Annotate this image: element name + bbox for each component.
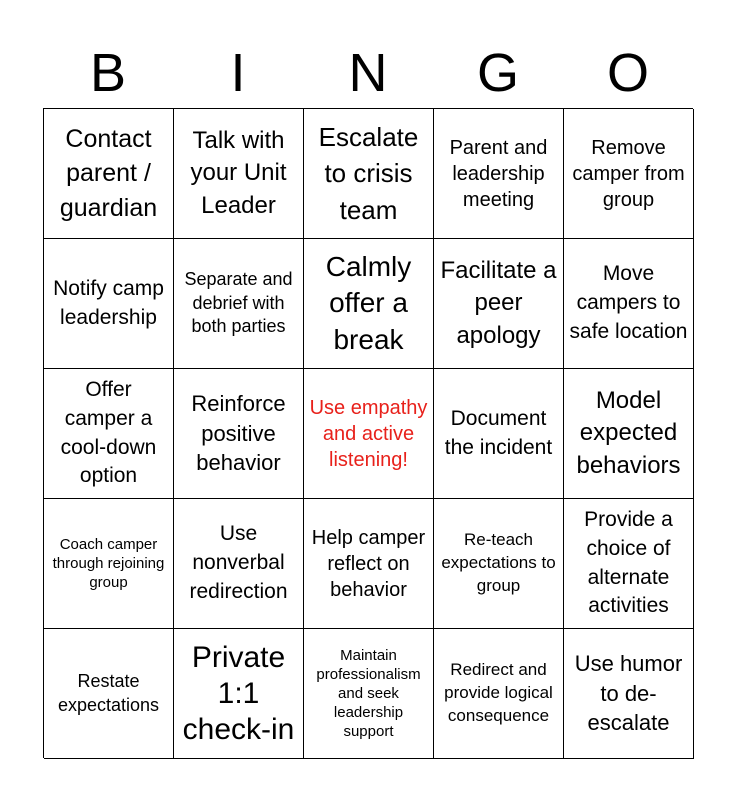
bingo-cell[interactable] [174,629,304,759]
bingo-cell[interactable] [304,499,434,629]
bingo-cell[interactable] [174,369,304,499]
bingo-cell[interactable] [564,239,694,369]
bingo-card-grid [43,108,693,758]
bingo-cell[interactable] [44,109,174,239]
header-letter-i: I [230,43,246,103]
cell-text: Re-teach expectations to group [441,530,556,595]
bingo-cell[interactable] [434,499,564,629]
cell-text: Coach camper through rejoining group [52,535,165,592]
bingo-cell[interactable] [304,109,434,239]
cell-text: Talk with your Unit Leader [190,126,287,219]
cell-text: Restate expectations [57,671,160,715]
bingo-cell[interactable] [174,239,304,369]
bingo-cell[interactable] [44,369,174,499]
bingo-cell[interactable] [434,239,564,369]
bingo-cell[interactable] [564,629,694,759]
cell-text: Calmly offer a break [325,250,412,355]
cell-text: Use empathy and active listening! [309,396,428,471]
header-letter-g: G [476,43,519,103]
bingo-cell[interactable] [44,629,174,759]
cell-text: Offer camper a cool-down option [60,377,157,488]
bingo-header [43,38,693,108]
bingo-cell[interactable] [434,109,564,239]
cell-text: Reinforce positive behavior [191,390,286,476]
bingo-cell[interactable] [44,499,174,629]
cell-text: Help camper reflect on behavior [311,526,426,601]
cell-text: Use humor to de-escalate [574,650,683,736]
cell-text: Provide a choice of alternate activities [584,507,673,618]
cell-text: Facilitate a peer apology [440,256,557,349]
bingo-cell[interactable] [304,629,434,759]
cell-text: Document the incident [444,406,553,459]
bingo-cell[interactable] [564,499,694,629]
cell-text: Parent and leadership meeting [449,136,548,211]
header-letter-n: N [348,43,388,103]
bingo-cell[interactable] [304,239,434,369]
bingo-cell[interactable] [174,109,304,239]
cell-text: Move campers to safe location [569,262,688,343]
cell-text: Contact parent / guardian [59,124,158,222]
cell-text: Maintain professionalism and seek leadership support [316,646,421,741]
cell-text: Private 1:1 check-in [182,640,295,746]
free-space-cell[interactable] [304,369,434,499]
header-letter-o: O [606,43,649,103]
cell-text: Escalate to crisis team [318,122,419,225]
bingo-cell[interactable] [434,629,564,759]
cell-text: Redirect and provide logical consequence [444,660,553,725]
bingo-cell[interactable] [564,109,694,239]
bingo-cell[interactable] [434,369,564,499]
cell-text: Separate and debrief with both parties [184,269,293,337]
bingo-cell[interactable] [174,499,304,629]
cell-text: Model expected behaviors [576,386,681,479]
bingo-cell[interactable] [564,369,694,499]
bingo-cell[interactable] [44,239,174,369]
cell-text: Remove camper from group [572,136,685,211]
cell-text: Notify camp leadership [53,276,164,329]
header-letter-b: B [89,43,127,103]
cell-text: Use nonverbal redirection [189,522,288,603]
